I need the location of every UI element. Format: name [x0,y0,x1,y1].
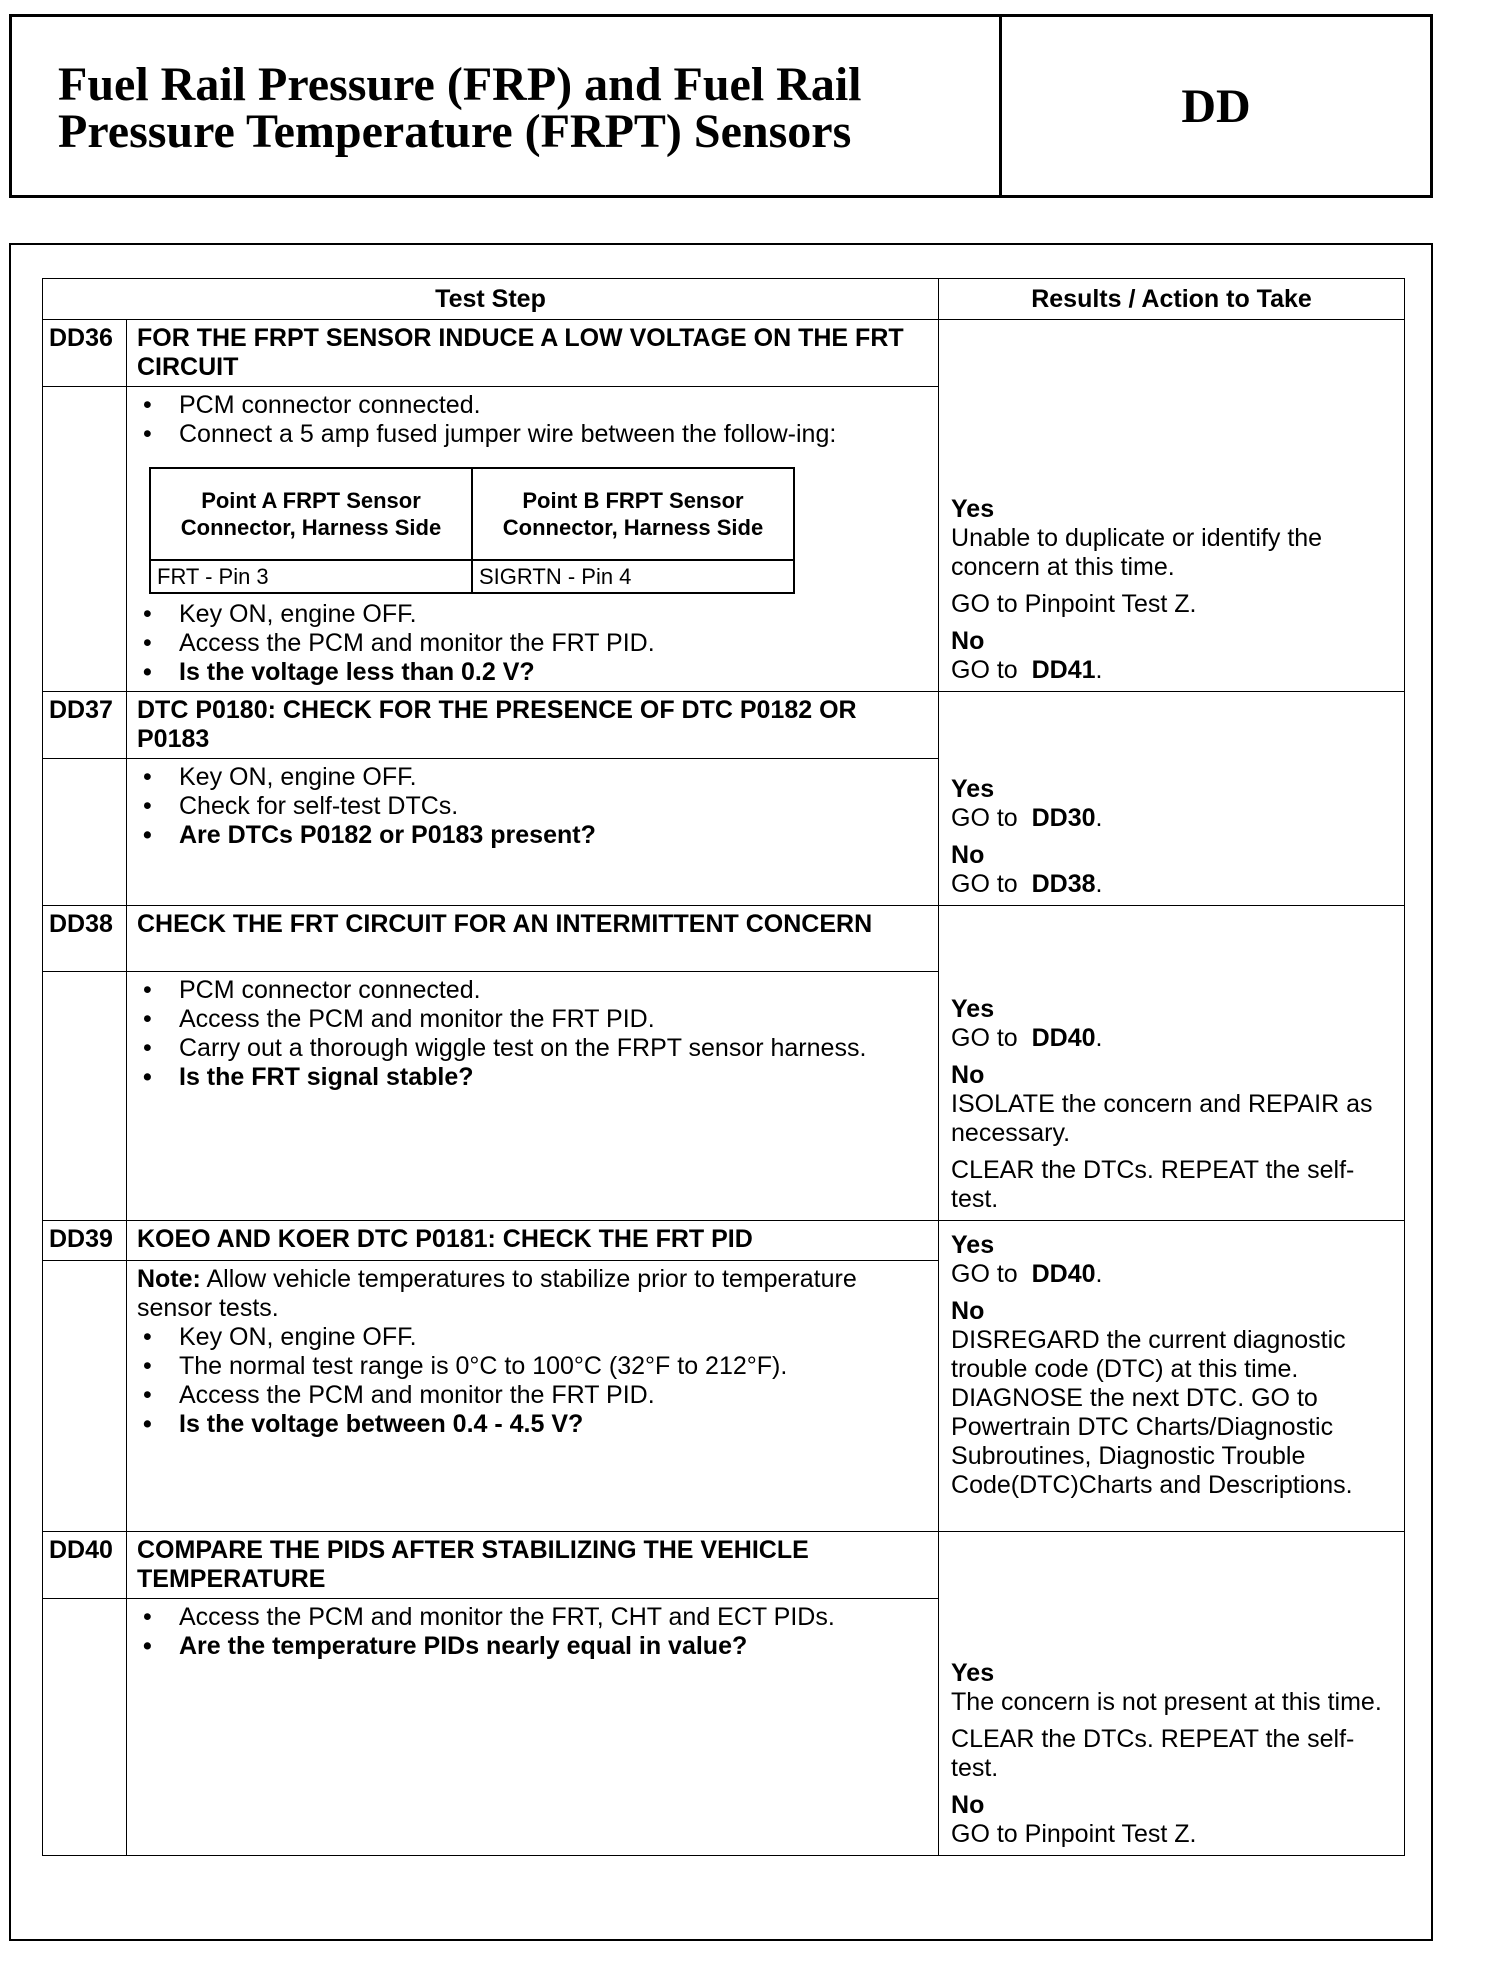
step-id: DD39 [43,1221,127,1261]
go-to-text: GO to [951,1024,1018,1052]
step-question: • Is the voltage between 0.4 - 4.5 V? [179,1410,898,1439]
yes-text-2: CLEAR the DTCs. REPEAT the self-test. [951,1725,1355,1782]
no-label: No [951,1061,985,1089]
step-list [137,763,898,850]
yes-label: Yes [951,1231,995,1259]
step-id: DD37 [43,692,127,759]
yes-action [951,804,1396,833]
step-id-spacer [43,759,127,906]
list-item: • Key ON, engine OFF. [179,600,898,629]
step-results [939,320,1405,692]
no-text: ISOLATE the concern and REPAIR as necessary. [951,1090,1373,1147]
no-label: No [951,627,985,655]
step-note [137,1265,898,1323]
step-reference: DD40 [1031,1260,1096,1288]
no-text-2: CLEAR the DTCs. REPEAT the self-test. [951,1156,1355,1213]
no-label: No [951,1297,985,1325]
punctuation: . [1095,1024,1103,1052]
step-question: • Is the voltage less than 0.2 V? [179,658,898,687]
step-row [43,320,1405,387]
go-to-text: GO to [951,656,1018,684]
step-question: • Is the FRT signal stable? [179,1063,898,1092]
jumper-cell-b: SIGRTN - Pin 4 [472,560,794,593]
step-reference: DD38 [1031,870,1096,898]
punctuation: . [1095,804,1103,832]
note-text: Allow vehicle temperatures to stabilize prior to temperature sensor tests. [137,1265,857,1322]
list-item: • Check for self-test DTCs. [179,792,898,821]
step-list [137,391,898,449]
jumper-col-b: Point B FRPT Sensor Connector, Harness Side [472,468,794,560]
step-title: CHECK THE FRT CIRCUIT FOR AN INTERMITTENT CONCERN [127,906,939,972]
yes-label: Yes [951,995,995,1023]
step-title: KOEO AND KOER DTC P0181: CHECK THE FRT PID [127,1221,939,1261]
yes-action [951,1024,1396,1053]
go-to-text: GO to [951,1260,1018,1288]
pinpoint-test-table [42,278,1405,1856]
page-title [12,17,1002,195]
list-item: • Access the PCM and monitor the FRT PID. [179,1381,898,1410]
go-to-text: GO to [951,804,1018,832]
title-line-1: Fuel Rail Pressure (FRP) and Fuel Rail [58,58,862,111]
step-list [137,976,898,1092]
step-results [939,906,1405,1221]
content-frame [9,243,1433,1941]
note-label: Note: [137,1265,201,1293]
step-title: FOR THE FRPT SENSOR INDUCE A LOW VOLTAGE ON THE FRT CIRCUIT [127,320,939,387]
col-results: Results / Action to Take [939,279,1405,320]
no-text: DISREGARD the current diagnostic trouble code (DTC) at this time. DIAGNOSE the next DTC. GO to Powertrain DTC Charts/Diagnostic Subroutines, Diagnostic Trouble Code(DTC)Charts and Descriptions. [951,1326,1353,1499]
yes-action [951,1260,1396,1289]
step-title: DTC P0180: CHECK FOR THE PRESENCE OF DTC P0182 OR P0183 [127,692,939,759]
jumper-col-a: Point A FRPT Sensor Connector, Harness Side [150,468,472,560]
list-item: • Access the PCM and monitor the FRT PID. [179,629,898,658]
step-id-spacer [43,387,127,692]
step-body [127,1599,939,1856]
list-item: • Access the PCM and monitor the FRT PID. [179,1005,898,1034]
step-question: • Are the temperature PIDs nearly equal in value? [179,1632,898,1661]
col-test-step: Test Step [43,279,939,320]
step-row [43,1221,1405,1261]
step-body [127,759,939,906]
yes-text-2: GO to Pinpoint Test Z. [951,590,1197,618]
step-row [43,1532,1405,1599]
yes-label: Yes [951,495,995,523]
step-results [939,1221,1405,1532]
no-text: GO to Pinpoint Test Z. [951,1820,1197,1848]
step-row [43,906,1405,972]
title-line-2: Pressure Temperature (FRPT) Sensors [58,105,852,158]
no-label: No [951,841,985,869]
punctuation: . [1095,656,1103,684]
punctuation: . [1095,870,1103,898]
step-body [127,387,939,692]
step-id: DD38 [43,906,127,972]
table-header-row [43,279,1405,320]
yes-label: Yes [951,1659,995,1687]
step-question: • Are DTCs P0182 or P0183 present? [179,821,898,850]
step-list [137,600,898,687]
yes-text: The concern is not present at this time. [951,1688,1382,1716]
step-list [137,1323,898,1439]
yes-text: Unable to duplicate or identify the concern at this time. [951,524,1323,581]
step-reference: DD30 [1031,804,1096,832]
page-header [9,14,1433,198]
step-body [127,972,939,1221]
step-title: COMPARE THE PIDS AFTER STABILIZING THE VEHICLE TEMPERATURE [127,1532,939,1599]
step-results [939,692,1405,906]
no-action [951,870,1396,899]
list-item: • Connect a 5 amp fused jumper wire between the follow-ing: [179,420,898,449]
go-to-text: GO to [951,870,1018,898]
list-item: • Key ON, engine OFF. [179,763,898,792]
step-body [127,1261,939,1532]
step-results [939,1532,1405,1856]
yes-label: Yes [951,775,995,803]
no-action [951,656,1396,685]
list-item: • The normal test range is 0°C to 100°C (32°F to 212°F). [179,1352,898,1381]
list-item: • Key ON, engine OFF. [179,1323,898,1352]
step-row [43,692,1405,759]
step-id-spacer [43,1261,127,1532]
step-reference: DD40 [1031,1024,1096,1052]
section-code: DD [1181,79,1251,133]
step-id: DD40 [43,1532,127,1599]
no-label: No [951,1791,985,1819]
step-id-spacer [43,1599,127,1856]
list-item: • Access the PCM and monitor the FRT, CHT and ECT PIDs. [179,1603,898,1632]
list-item: • Carry out a thorough wiggle test on the FRPT sensor harness. [179,1034,898,1063]
jumper-table [149,467,795,594]
jumper-cell-a: FRT - Pin 3 [150,560,472,593]
step-id: DD36 [43,320,127,387]
step-list [137,1603,898,1661]
punctuation: . [1095,1260,1103,1288]
list-item: • PCM connector connected. [179,391,898,420]
step-reference: DD41 [1031,656,1096,684]
list-item: • PCM connector connected. [179,976,898,1005]
step-id-spacer [43,972,127,1221]
